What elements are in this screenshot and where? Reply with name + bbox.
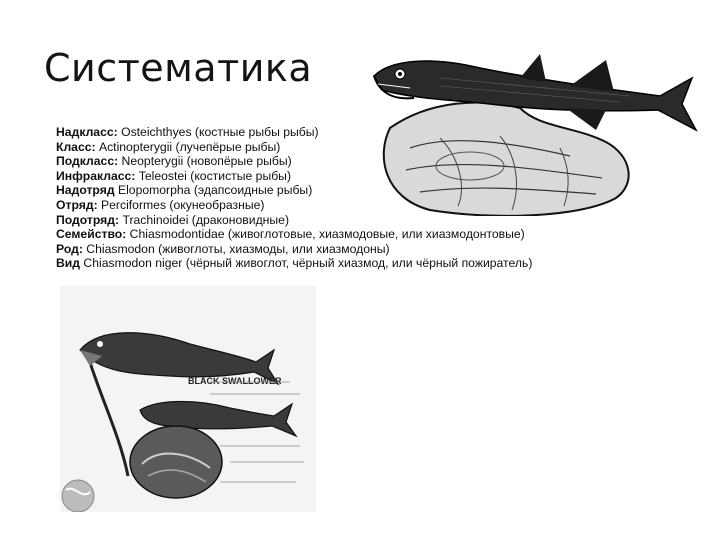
rank-value: Teleostei (костистые рыбы) <box>135 168 292 183</box>
rank-value: Chiasmodontidae (живоглотовые, хиазмодовые, или хиазмодонтовые) <box>126 227 525 242</box>
rank-value: Perciformes (окунеобразные) <box>97 197 265 212</box>
rank-label: Подкласс: <box>56 154 119 169</box>
rank-value: Chiasmodon (живоглоты, хиазмоды, или хиазмодоны) <box>82 241 390 256</box>
rank-value: Actinopterygii (лучепёрые рыбы) <box>95 139 281 154</box>
slide-title: Систематика <box>44 46 313 90</box>
taxonomy-row-family <box>56 227 616 242</box>
rank-label: Класс: <box>56 139 96 154</box>
rank-value: Chiasmodon niger (чёрный живоглот, чёрный хиазмод, или чёрный пожиратель) <box>80 256 533 271</box>
rank-value: Neopterygii (новопёрые рыбы) <box>118 154 292 169</box>
rank-value: Elopomorpha (эдапсоидные рыбы) <box>114 183 313 198</box>
rank-label: Инфракласс: <box>56 168 136 183</box>
photo-caption: BLACK SWALLOWER <box>188 376 282 386</box>
black-swallower-photo <box>60 286 316 512</box>
rank-label: Надотряд <box>56 183 115 198</box>
rank-value: Osteichthyes (костные рыбы рыбы) <box>117 125 319 139</box>
rank-label: Семейство: <box>56 227 127 242</box>
rank-label: Отряд: <box>56 197 98 212</box>
black-swallower-engraving <box>370 38 700 216</box>
taxonomy-row-genus <box>56 242 616 257</box>
rank-label: Род: <box>56 241 83 256</box>
rank-label: Подотряд: <box>56 212 120 227</box>
taxonomy-row-species <box>56 256 616 271</box>
rank-label: Надкласс: <box>56 125 118 139</box>
rank-value: Trachinoidei (драконовидные) <box>119 212 290 227</box>
rank-label: Вид <box>56 256 81 271</box>
